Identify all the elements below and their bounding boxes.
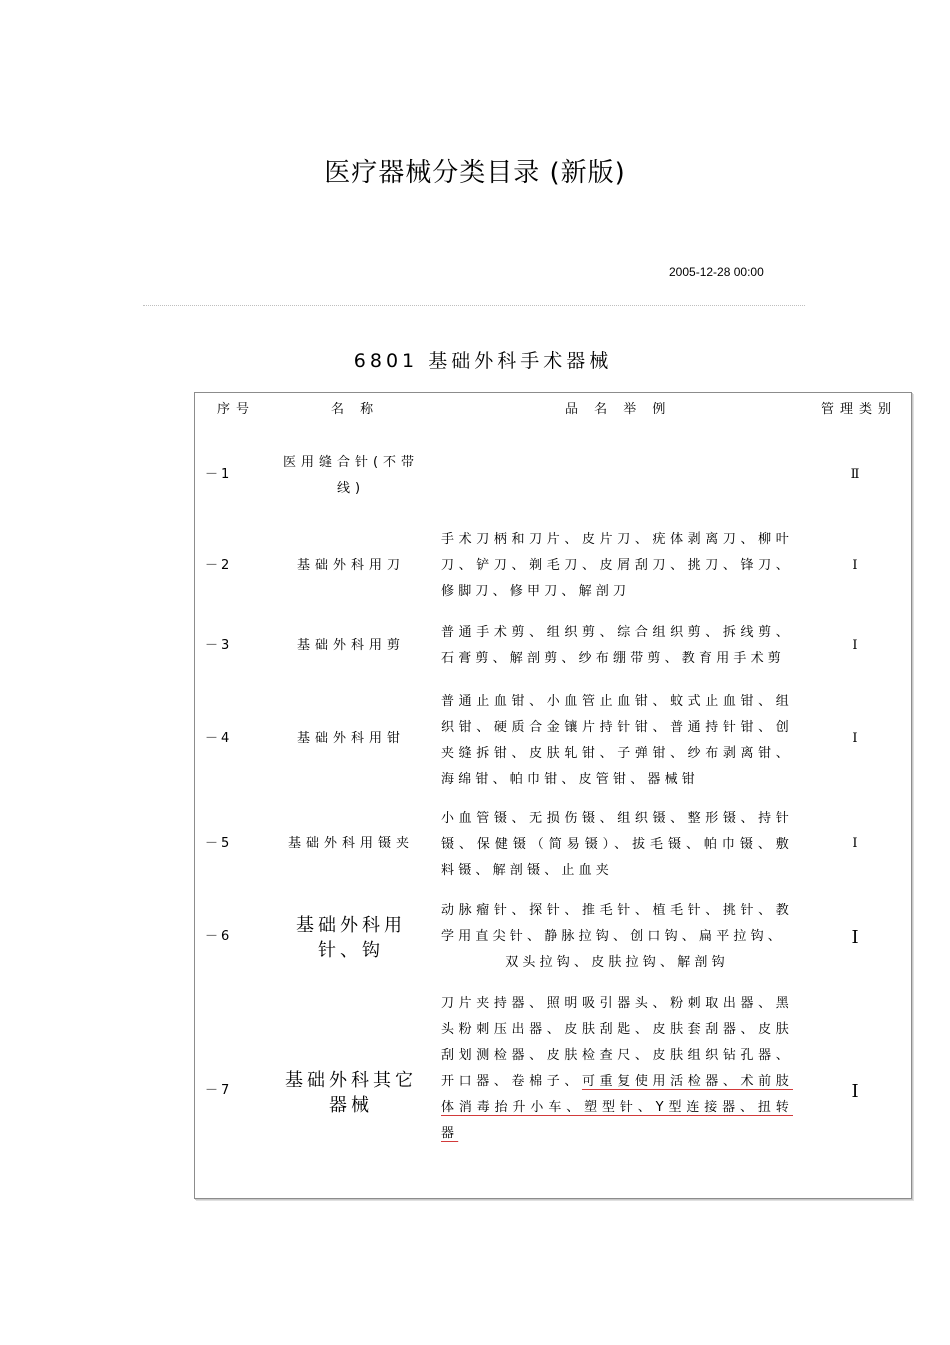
row-2-examples: 手术刀柄和刀片、皮片刀、疣体剥离刀、柳叶刀、铲刀、剃毛刀、皮屑刮刀、挑刀、锋刀、修脚刀、修甲刀、解剖刀 bbox=[441, 532, 793, 599]
row-7-examples bbox=[441, 991, 793, 1147]
row-7-name-line2: 器械 bbox=[329, 1095, 373, 1116]
classification-table bbox=[194, 392, 912, 1199]
row-4-seq: －4 bbox=[205, 731, 233, 746]
row-6-examples bbox=[441, 898, 793, 976]
row-2-name: 基础外科用刀 bbox=[296, 558, 405, 573]
publish-date: 2005-12-28 00:00 bbox=[669, 265, 764, 279]
row-6-seq: －6 bbox=[205, 929, 233, 944]
row-7-name-line1: 基础外科其它 bbox=[285, 1070, 417, 1091]
header-category: 管理类别 bbox=[821, 402, 898, 417]
row-3-name: 基础外科用剪 bbox=[296, 638, 405, 653]
row-6-examples-tail: 双头拉钩、皮肤拉钩、解剖钩 bbox=[505, 955, 729, 970]
row-6-name-line2: 针、钩 bbox=[318, 940, 384, 961]
header-seq: 序号 bbox=[217, 402, 256, 417]
header-examples: 品 名 举 例 bbox=[565, 402, 672, 417]
row-6-category: Ⅰ bbox=[851, 927, 859, 948]
row-7-examples-marked: 可重复使用活检器、术前肢体消毒抬升小车、塑型针、Y型连接器、扭转器 bbox=[441, 1074, 793, 1141]
row-1-name bbox=[281, 450, 421, 502]
row-5-seq: －5 bbox=[205, 836, 233, 851]
row-3-category: Ⅰ bbox=[852, 638, 858, 653]
header-name: 名 称 bbox=[331, 402, 380, 417]
row-2-seq: －2 bbox=[205, 558, 233, 573]
row-7-examples-plain: 刀片夹持器、照明吸引器头、粉刺取出器、黑头粉刺压出器、皮肤刮匙、皮肤套刮器、皮肤刮划测检器、皮肤检查尺、皮肤组织钻孔器、开口器、卷棉子、 bbox=[441, 996, 793, 1089]
row-4-examples: 普通止血钳、小血管止血钳、蚊式止血钳、组织钳、硬质合金镶片持针钳、普通持针钳、创夹缝拆钳、皮肤轧钳、子弹钳、纱布剥离钳、海绵钳、帕巾钳、皮管钳、器械钳 bbox=[441, 694, 793, 787]
row-5-category: Ⅰ bbox=[852, 836, 858, 851]
dotted-divider bbox=[143, 305, 805, 306]
row-4-category: Ⅰ bbox=[852, 731, 858, 746]
row-7-name bbox=[281, 1068, 421, 1118]
document-title: 医疗器械分类目录 (新版) bbox=[324, 158, 626, 188]
row-7-seq: －7 bbox=[205, 1083, 233, 1098]
row-6-name bbox=[281, 913, 421, 963]
row-1-name-line2: 线) bbox=[336, 481, 366, 496]
row-7-category: Ⅰ bbox=[851, 1081, 859, 1102]
section-title: 6801 基础外科手术器械 bbox=[353, 350, 613, 372]
row-1-name-line1: 医用缝合针(不带 bbox=[282, 455, 420, 470]
row-5-examples: 小血管镊、无损伤镊、组织镊、整形镊、持针镊、保健镊（简易镊）、拔毛镊、帕巾镊、敷料镊、解剖镊、止血夹 bbox=[441, 811, 793, 878]
row-3-seq: －3 bbox=[205, 638, 233, 653]
row-6-examples-main: 动脉瘤针、探针、推毛针、植毛针、挑针、教学用直尖针、静脉拉钩、创口钩、扁平拉钩、 bbox=[441, 903, 793, 944]
row-3-examples: 普通手术剪、组织剪、综合组织剪、拆线剪、石膏剪、解剖剪、纱布绷带剪、教育用手术剪 bbox=[441, 625, 793, 666]
row-1-category: Ⅱ bbox=[850, 467, 860, 482]
row-5-name: 基础外科用镊夹 bbox=[287, 836, 414, 851]
row-1-seq: －1 bbox=[205, 467, 233, 482]
row-2-category: Ⅰ bbox=[852, 558, 858, 573]
row-6-name-line1: 基础外科用 bbox=[296, 915, 406, 936]
row-4-name: 基础外科用钳 bbox=[296, 731, 405, 746]
